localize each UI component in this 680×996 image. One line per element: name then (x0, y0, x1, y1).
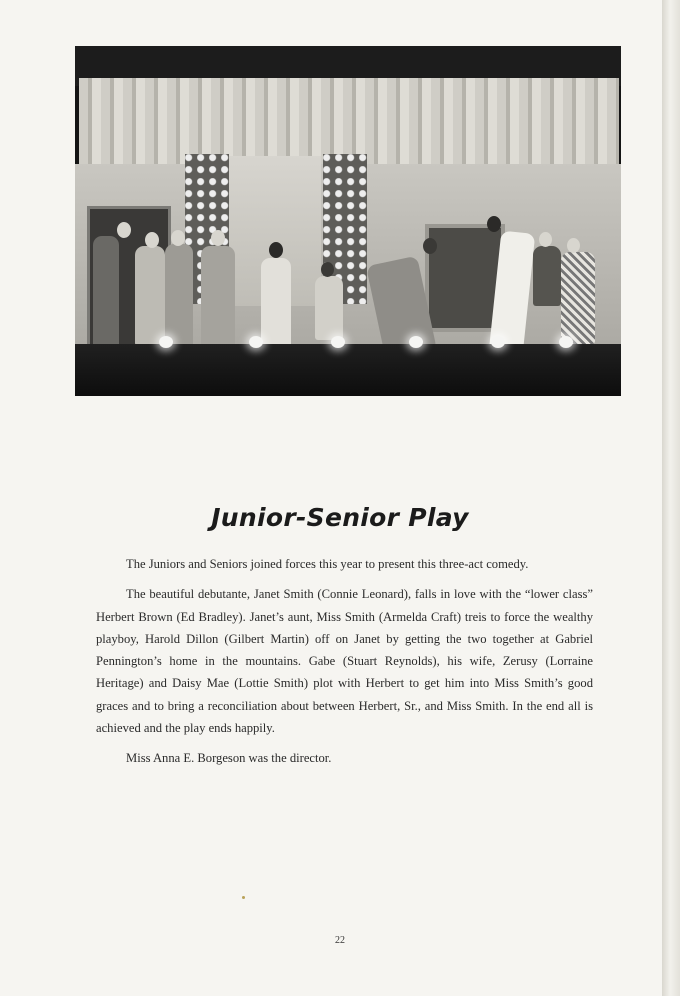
actor-figure (135, 246, 165, 346)
stage-drape (79, 78, 619, 166)
page-title: Junior-Senior Play (211, 503, 469, 532)
paragraph: The Juniors and Seniors joined forces this year to present this three-act comedy. (126, 557, 529, 571)
actor-figure (261, 258, 291, 352)
paragraph: Miss Anna E. Borgeson was the director. (126, 751, 332, 766)
actor-head (567, 238, 580, 253)
actor-head (539, 232, 552, 247)
page-edge (662, 0, 680, 996)
page-number: 22 (335, 935, 345, 946)
paragraph: The beautiful debutante, Janet Smith (Connie Leonard), falls in love with the “lower class” Herbert Brown (Ed Bradley). Janet’s aunt, Miss Smith (Armelda Craft) treis to force the wealthy playboy, Harold Dillon (Gilbert Martin) off on Janet by getting the two together at Gabriel Pennington’s home in the mountains. Gabe (Stuart Reynolds), his wife, Zerusy (Lorraine Heritage) and Daisy Mae (Lottie Smith) plot with Herbert to get him into Miss Smith’s good graces and to bring a reconciliation about between Herbert, Sr., and Miss Smith. In the end all is achieved and the play ends happily. (96, 587, 593, 736)
actor-figure (201, 246, 235, 348)
actor-figure (533, 246, 561, 306)
actor-head (171, 230, 185, 246)
actor-head (321, 262, 334, 277)
actor-head (269, 242, 283, 258)
footlight (491, 336, 505, 348)
actor-head (145, 232, 159, 248)
actor-head (117, 222, 131, 238)
footlight (409, 336, 423, 348)
footlight (559, 336, 573, 348)
actor-figure (315, 276, 343, 340)
actor-head (211, 230, 225, 246)
actor-figure (165, 244, 193, 348)
actor-head (487, 216, 501, 232)
stage-play-photo-icon (75, 46, 621, 396)
article-body (96, 553, 593, 778)
actor-figure (561, 252, 595, 344)
paper-speck (242, 896, 245, 899)
stage-floor (75, 344, 621, 396)
actor-head (423, 238, 437, 254)
footlight (331, 336, 345, 348)
actor-figure (93, 236, 119, 354)
footlight (159, 336, 173, 348)
footlight (249, 336, 263, 348)
